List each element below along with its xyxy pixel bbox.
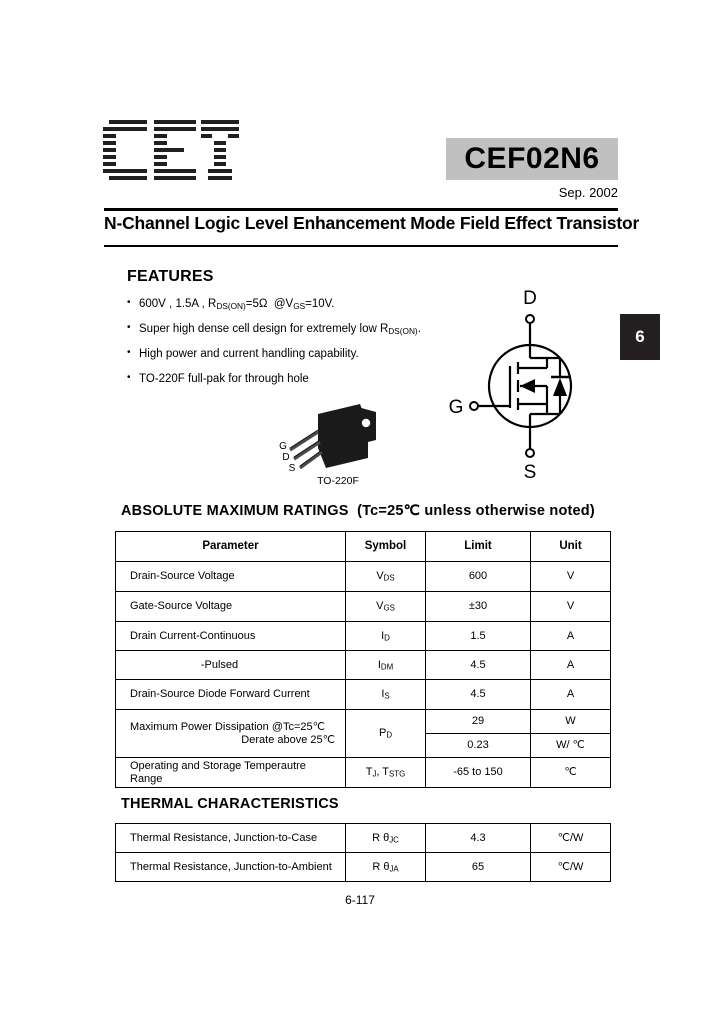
column-header-symbol: Symbol [346,532,426,562]
cell-limit: 0.23 [426,734,531,758]
svg-text:S: S [523,462,537,483]
cell-unit: W/ ℃ [531,734,611,758]
cell-unit: A [531,622,611,651]
part-number: CEF02N6 [464,142,600,175]
cell-parameter: -Pulsed [116,651,346,680]
cell-parameter: Drain-Source Diode Forward Current [116,680,346,710]
table-row [116,853,611,882]
feature-item: • 600V , 1.5A , $R_{DS(ON)}=5\Omega$ $@V_{GS}=10V$. [127,299,427,311]
table-row [116,680,611,710]
absolute-maximum-ratings-table [115,531,611,788]
amr-heading-text: ABSOLUTE MAXIMUM RATINGS [121,503,349,519]
package-drawing [256,396,386,490]
cell-unit: ℃/W [531,853,611,882]
svg-text:G: G [279,441,287,452]
cell-symbol: R $\theta_{JA}$ [346,853,426,882]
feature-item: • High power and current handling capability. [127,349,427,361]
cell-symbol: $I_S$ [346,680,426,710]
table-row [116,592,611,622]
section-tab-label: 6 [635,327,645,346]
cell-limit: 65 [426,853,531,882]
feature-item: • Super high dense cell design for extremely low $R_{DS(ON)}$. [127,324,427,336]
cell-parameter-line1: Maximum Power Dissipation @Tc=25℃ [130,720,325,733]
cell-parameter: Thermal Resistance, Junction-to-Case [116,824,346,853]
cell-limit: ±30 [426,592,531,622]
cell-limit: -65 to 150 [426,758,531,788]
header-rule-bottom [104,245,618,247]
cell-unit: V [531,592,611,622]
page-title: N-Channel Logic Level Enhancement Mode Field Effect Transistor [104,213,640,233]
cell-limit: 4.5 [426,651,531,680]
cell-unit: ℃/W [531,824,611,853]
column-header-limit: Limit [426,532,531,562]
cell-symbol: $V_{GS}$ [346,592,426,622]
cell-parameter: Drain-Source Voltage [116,562,346,592]
cell-unit: A [531,651,611,680]
table-row [116,824,611,853]
cell-limit: 29 [426,710,531,734]
svg-text:S: S [288,463,296,474]
header-rule-top [104,208,618,211]
feature-item: • TO-220F full-pak for through hole [127,374,427,386]
cell-parameter: Gate-Source Voltage [116,592,346,622]
amr-condition: (Tc=25℃ unless otherwise noted) [357,503,595,519]
features-list [127,299,427,398]
cell-symbol: $T_J$, $T_{STG}$ [346,758,426,788]
cell-parameter: Thermal Resistance, Junction-to-Ambient [116,853,346,882]
thermal-characteristics-heading: THERMAL CHARACTERISTICS [121,796,339,812]
page-footer: 6-117 [345,893,375,907]
cell-unit: ℃ [531,758,611,788]
revision-date: Sep. 2002 [558,185,618,200]
thermal-characteristics-table [115,823,611,882]
column-header-unit: Unit [531,532,611,562]
part-number-badge [446,138,618,180]
cell-unit: A [531,680,611,710]
column-header-parameter: Parameter [116,532,346,562]
table-row [116,562,611,592]
table-row [116,710,611,734]
absolute-maximum-ratings-heading [121,503,595,519]
mosfet-symbol-diagram [442,286,622,486]
cell-parameter [116,710,346,758]
cell-parameter: Drain Current-Continuous [116,622,346,651]
table-row [116,758,611,788]
cell-symbol: $I_D$ [346,622,426,651]
cell-symbol: R $\theta_{JC}$ [346,824,426,853]
svg-text:D: D [282,452,290,463]
cell-limit: 600 [426,562,531,592]
svg-text:TO-220F: TO-220F [317,475,359,487]
cell-limit: 4.5 [426,680,531,710]
cell-unit: W [531,710,611,734]
cell-parameter: Operating and Storage Temperautre Range [116,758,346,788]
cell-parameter-line2: Derate above 25℃ [241,733,335,746]
table-row [116,622,611,651]
cet-logo [101,118,241,186]
svg-text:D: D [523,288,537,309]
table-row [116,651,611,680]
cell-symbol: $P_D$ [346,710,426,758]
cell-limit: 1.5 [426,622,531,651]
cell-symbol: $I_{DM}$ [346,651,426,680]
section-tab [620,314,660,360]
cell-symbol: $V_{DS}$ [346,562,426,592]
cell-limit: 4.3 [426,824,531,853]
svg-text:G: G [448,397,464,418]
table-header-row [116,532,611,562]
cell-unit: V [531,562,611,592]
features-heading: FEATURES [127,268,214,285]
